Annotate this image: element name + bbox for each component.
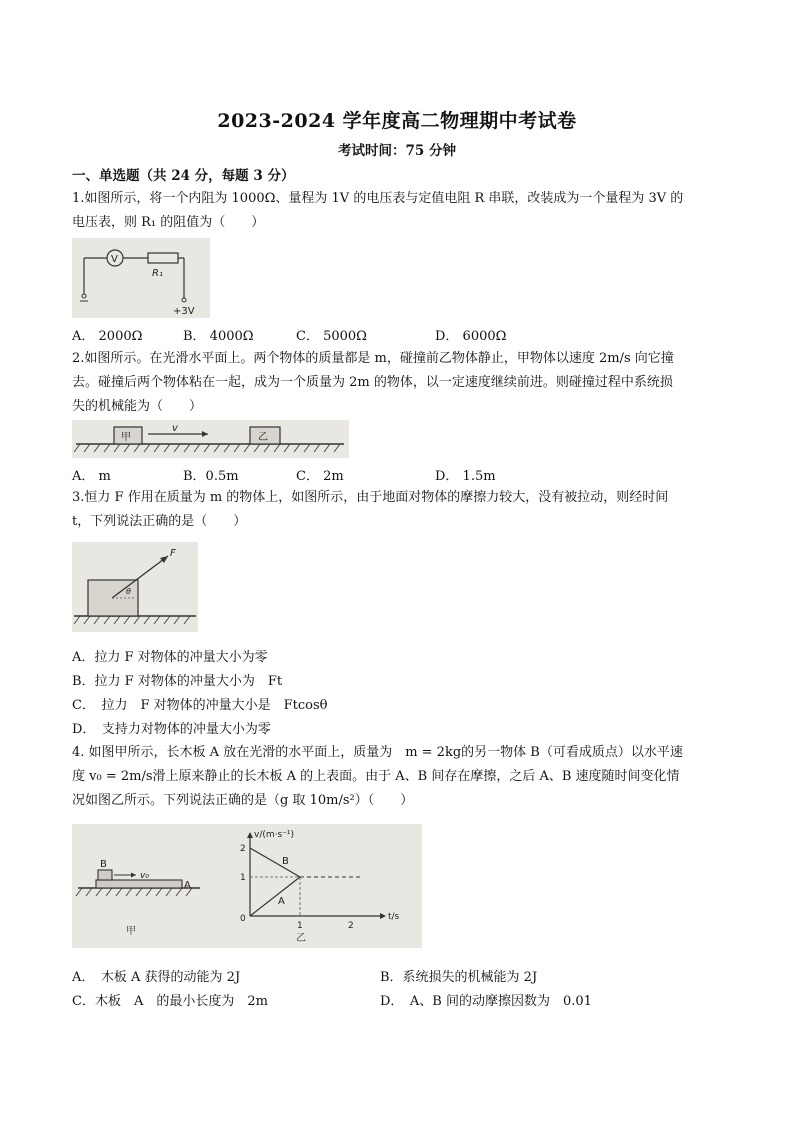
block-b xyxy=(98,870,112,880)
q2-option-d: D． 1.5m xyxy=(435,469,496,484)
q1-circuit-figure xyxy=(72,238,210,318)
q3-force-figure xyxy=(72,542,198,632)
y-tick-1: 1 xyxy=(240,873,246,883)
q3-option-d: D． 支持力对物体的冲量大小为零 xyxy=(72,722,271,737)
force-label: F xyxy=(170,548,176,559)
x-axis-label: t/s xyxy=(388,912,400,922)
origin-label: 0 xyxy=(240,914,246,924)
q2-text-line1: 2.如图所示。在光滑水平面上。两个物体的质量都是 m，碰撞前乙物体静止，甲物体以速度 2m/s 向它撞 xyxy=(72,351,674,366)
q1-option-d: D． 6000Ω xyxy=(435,329,507,344)
block-b-label: B xyxy=(100,859,107,870)
resistor-label: R₁ xyxy=(152,268,163,279)
x-tick-1: 1 xyxy=(297,921,303,931)
v0-label: v₀ xyxy=(140,871,149,881)
q3-text-line2: t，下列说法正确的是（ ） xyxy=(72,514,247,529)
board-a-label: A xyxy=(184,880,191,891)
q4-text-line2: 度 v₀ = 2m/s滑上原来静止的长木板 A 的上表面。由于 A、B 间存在摩擦，之后 A、B 速度随时间变化情 xyxy=(72,769,680,784)
caption-yi: 乙 xyxy=(296,933,306,944)
curve-a-label: A xyxy=(278,896,285,907)
y-tick-2: 2 xyxy=(240,844,246,854)
q2-text-line2: 去。碰撞后两个物体粘在一起，成为一个质量为 2m 的物体，以一定速度继续前进。则碰撞过程中系统损 xyxy=(72,375,673,390)
q4-text-line3: 况如图乙所示。下列说法正确的是（g 取 10m/s²）（ ） xyxy=(72,793,414,808)
voltmeter-label: V xyxy=(111,254,118,265)
q1-option-c: C． 5000Ω xyxy=(296,329,367,344)
q3-option-c: C． 拉力 F 对物体的冲量大小是 Ftcosθ xyxy=(72,698,328,713)
q2-option-b: B．0.5m xyxy=(183,469,239,484)
caption-jia: 甲 xyxy=(126,926,136,937)
q4-figure xyxy=(72,824,422,948)
q4-option-a: A． 木板 A 获得的动能为 2J xyxy=(72,970,241,985)
q2-text-line3: 失的机械能为（ ） xyxy=(72,399,203,414)
section-heading: 一、单选题（共 24 分，每题 3 分） xyxy=(72,168,295,184)
x-tick-2: 2 xyxy=(348,921,354,931)
exam-duration: 考试时间：75 分钟 xyxy=(338,143,456,159)
y-axis-label: v/(m·s⁻¹) xyxy=(254,830,295,840)
q4-text-line1: 4. 如图甲所示，长木板 A 放在光滑的水平面上，质量为 m = 2kg的另一物体 B（可看成质点）以水平速 xyxy=(72,745,683,760)
q3-text-line1: 3.恒力 F 作用在质量为 m 的物体上，如图所示，由于地面对物体的摩擦力较大，没有被拉动，则经时间 xyxy=(72,490,669,505)
board-a xyxy=(96,880,182,888)
block-yi-label: 乙 xyxy=(258,432,268,443)
q1-text-line1: 1.如图所示，将一个内阻为 1000Ω、量程为 1V 的电压表与定值电阻 R 串联，改装成为一个量程为 3V 的 xyxy=(72,191,684,206)
q4-option-d: D． A、B 间的动摩擦因数为 0.01 xyxy=(380,994,592,1009)
q2-collision-figure xyxy=(72,420,349,458)
q1-text-line2: 电压表，则 R₁ 的阻值为（ ） xyxy=(72,215,265,230)
block-jia-label: 甲 xyxy=(121,432,131,443)
velocity-label: v xyxy=(172,423,178,434)
terminal-label: +3V xyxy=(173,306,195,317)
q2-option-c: C． 2m xyxy=(296,469,344,484)
q1-option-b: B． 4000Ω xyxy=(183,329,254,344)
q3-option-b: B．拉力 F 对物体的冲量大小为 Ft xyxy=(72,674,283,689)
q1-option-a: A． 2000Ω xyxy=(72,329,143,344)
curve-b-label: B xyxy=(282,856,289,867)
q3-option-a: A．拉力 F 对物体的冲量大小为零 xyxy=(72,650,268,665)
q4-option-c: C．木板 A 的最小长度为 2m xyxy=(72,994,268,1009)
angle-label: θ xyxy=(126,587,131,596)
q4-option-b: B．系统损失的机械能为 2J xyxy=(380,970,538,985)
q2-option-a: A． m xyxy=(72,469,111,484)
page-title: 2023-2024 学年度高二物理期中考试卷 xyxy=(217,110,577,132)
